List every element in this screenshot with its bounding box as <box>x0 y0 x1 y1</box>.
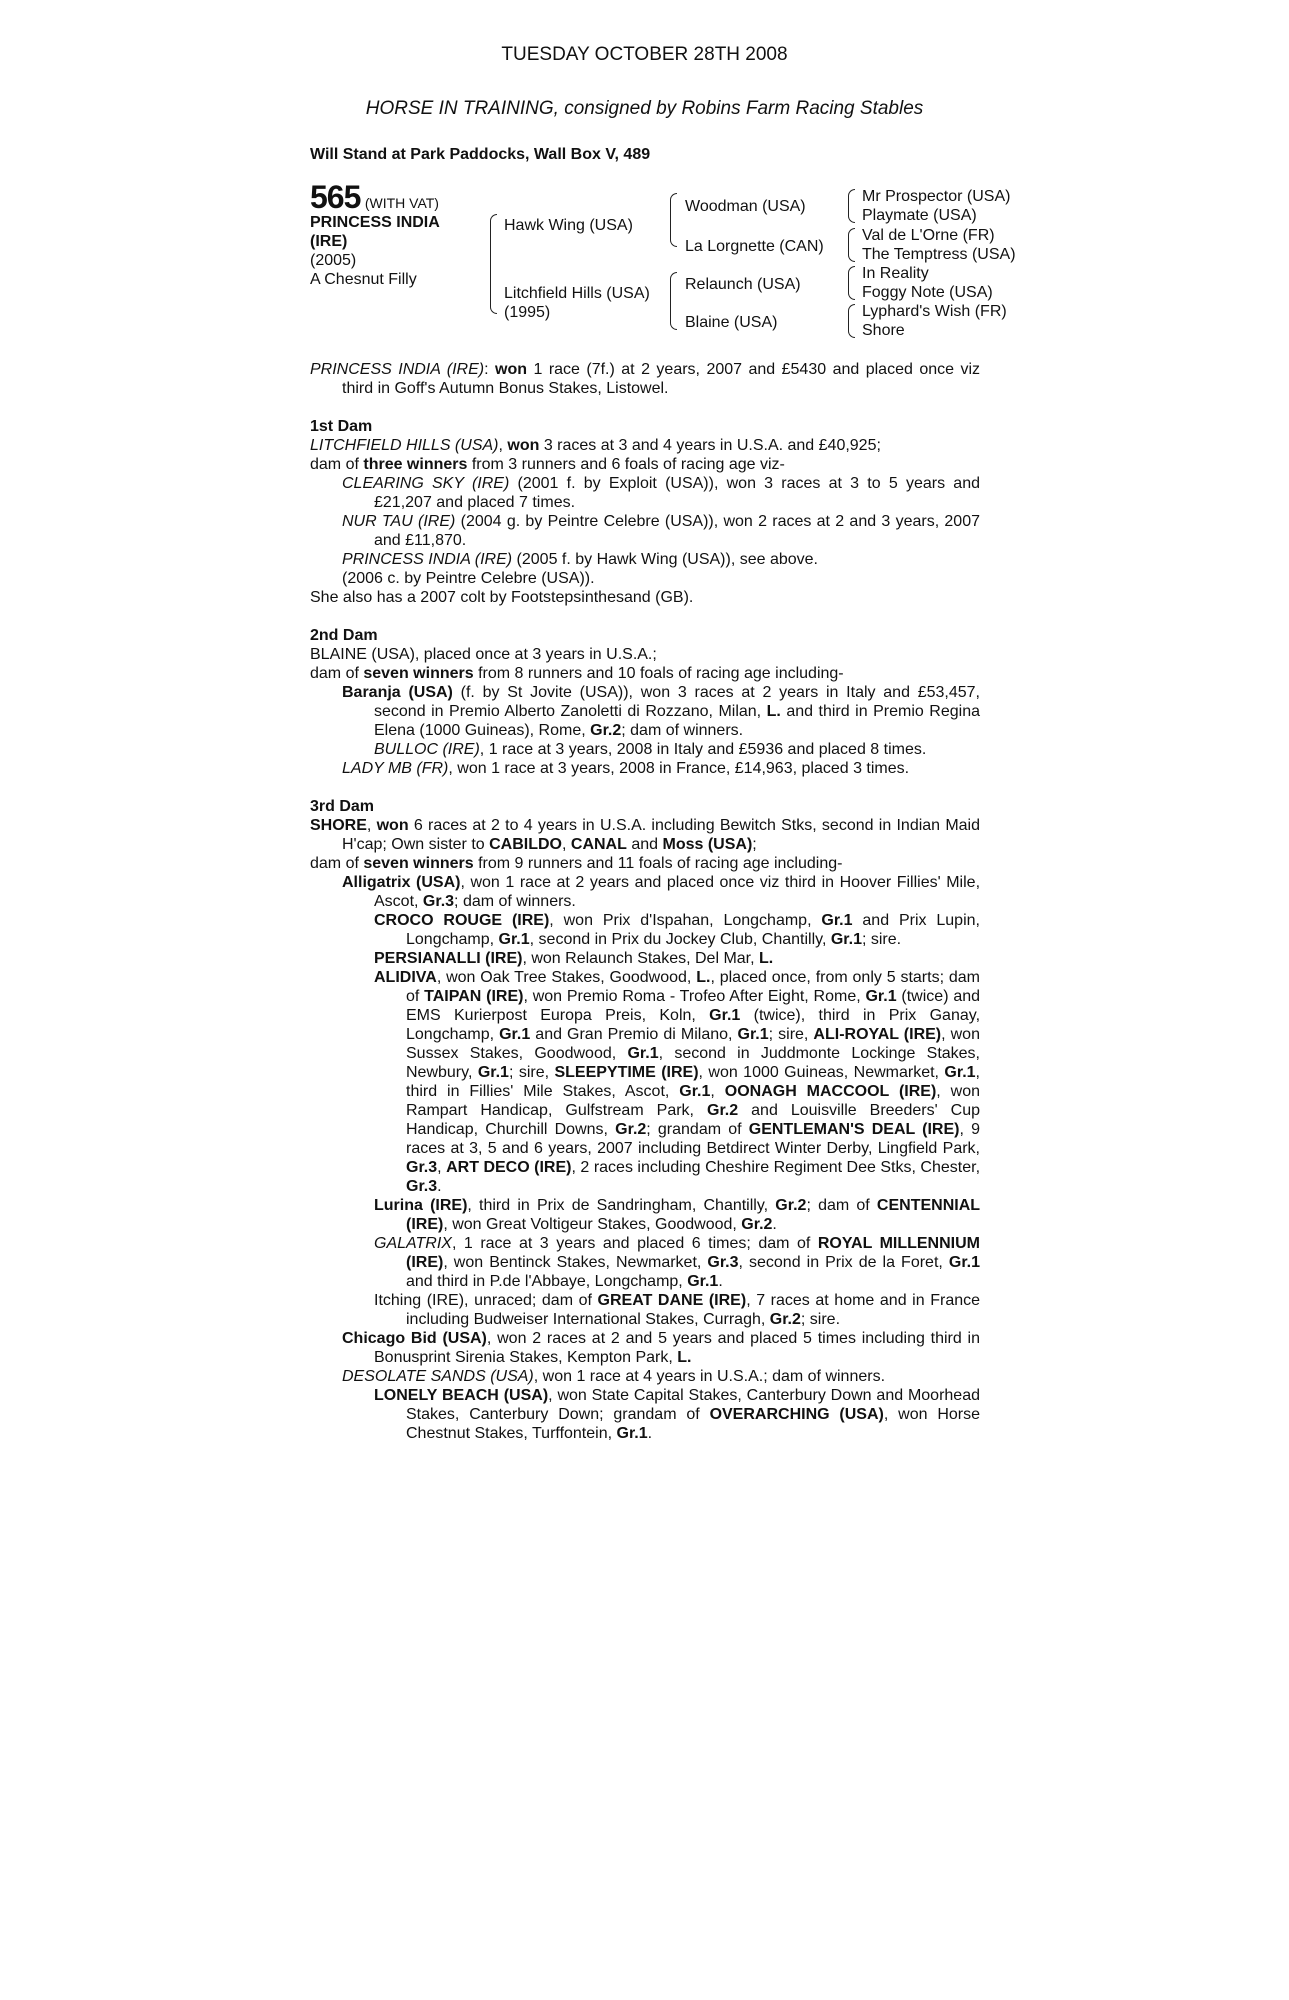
sibling-name: Moss (USA) <box>662 836 753 853</box>
horse-description: A Chesnut Filly <box>310 271 417 288</box>
text: (twice) and EMS Kurierpost Europa Preis, Koln, <box>406 988 981 1024</box>
grade-label: L. <box>696 969 711 986</box>
pedigree-dam-dam: Blaine (USA) <box>685 314 778 331</box>
text: and Louisville Breeders' Cup Handicap, Churchill Downs, <box>406 1102 980 1138</box>
text: ; sire. <box>861 931 902 948</box>
dam-record: BLAINE (USA), placed once at 3 years in U.S.A.; <box>310 646 657 663</box>
offspring-name: GENTLEMAN'S DEAL (IRE) <box>748 1121 960 1138</box>
grade-label: Gr.2 <box>769 1311 801 1328</box>
pedigree-dam-sire: Relaunch (USA) <box>685 276 801 293</box>
offspring-name: ROYAL MILLENNIUM (IRE) <box>406 1235 980 1271</box>
text: , second in Juddmonte Lockinge Stakes, Newbury, <box>406 1045 980 1081</box>
section-heading-2nd-dam: 2nd Dam <box>310 627 378 644</box>
grade-label: Gr.1 <box>944 1064 976 1081</box>
pedigree-g1: Mr Prospector (USA) <box>862 188 1011 205</box>
pedigree-g8: Shore <box>862 322 905 339</box>
offspring-name: CLEARING SKY (IRE) <box>342 475 510 492</box>
grade-label: Gr.2 <box>775 1197 807 1214</box>
pedigree-brace-g3 <box>848 266 855 300</box>
pedigree-g4: The Temptress (USA) <box>862 246 1016 263</box>
text: from 3 runners and 6 foals of racing age viz- <box>467 456 785 473</box>
text: from 8 runners and 10 foals of racing age including- <box>473 665 844 682</box>
grade-label: Gr.1 <box>679 1083 711 1100</box>
won-label: won <box>495 361 528 378</box>
offspring-record: (2005 f. by Hawk Wing (USA)), see above. <box>512 551 818 568</box>
text: , won 1 race at 4 years in U.S.A.; dam of winners. <box>533 1368 886 1385</box>
text: , <box>710 1083 725 1100</box>
horse-name: PRINCESS INDIA <box>310 214 440 231</box>
offspring-name: TAIPAN (IRE) <box>424 988 524 1005</box>
offspring-name: LONELY BEACH (USA) <box>374 1387 549 1404</box>
stand-location: Will Stand at Park Paddocks, Wall Box V, 489 <box>310 146 651 163</box>
grade-label: Gr.1 <box>709 1007 741 1024</box>
offspring-name: BULLOC (IRE) <box>374 741 480 758</box>
text: and third in P.de l'Abbaye, Longchamp, <box>406 1273 688 1290</box>
grade-label: L. <box>677 1349 692 1366</box>
lot-number: 565 <box>310 179 361 215</box>
lot-info <box>310 179 480 289</box>
text: , won Prix d'Ispahan, Longchamp, <box>549 912 822 929</box>
dam-record: 6 races at 2 to 4 years in U.S.A. including Bewitch Stks, second in Indian Maid H'cap; Own sister to <box>342 817 980 853</box>
offspring-name: ALI-ROYAL (IRE) <box>813 1026 942 1043</box>
offspring-name: OONAGH MACCOOL (IRE) <box>724 1083 937 1100</box>
text: dam of <box>310 665 364 682</box>
won-label: won <box>507 437 540 454</box>
text: ; grandam of <box>646 1121 749 1138</box>
grade-label: Gr.3 <box>406 1178 438 1195</box>
winners-count: three winners <box>363 456 468 473</box>
lot-vat: (WITH VAT) <box>364 195 439 211</box>
text: , second in Prix de la Foret, <box>738 1254 949 1271</box>
grade-label: Gr.1 <box>477 1064 509 1081</box>
text: , placed once, from only 5 starts; dam of <box>406 969 980 1005</box>
grade-label: Gr.1 <box>499 1026 531 1043</box>
offspring-name: GALATRIX <box>374 1235 452 1252</box>
offspring-name: DESOLATE SANDS (USA) <box>342 1368 534 1385</box>
pedigree-sire: Hawk Wing (USA) <box>504 217 633 234</box>
text: and Prix Lupin, Longchamp, <box>406 912 980 948</box>
grade-label: Gr.2 <box>707 1102 739 1119</box>
text: ; sire, <box>508 1064 555 1081</box>
text: , 9 races at 3, 5 and 6 years, 2007 including Betdirect Winter Derby, Lingfield Park, <box>406 1121 980 1157</box>
text: , won Premio Roma - Trofeo After Eight, Rome, <box>523 988 866 1005</box>
winners-count: seven winners <box>363 855 474 872</box>
dam-name: SHORE <box>310 817 367 834</box>
dam-record: 3 races at 3 and 4 years in U.S.A. and £40,925; <box>539 437 881 454</box>
pedigree-dam: Litchfield Hills (USA) <box>504 285 650 302</box>
offspring-record: ; dam of winners. <box>621 722 744 739</box>
pedigree-brace-g4 <box>848 304 855 338</box>
offspring-record: , won 1 race at 2 years and placed once viz third in Hoover Fillies' Mile, Ascot, <box>374 874 981 910</box>
grade-label: Gr.2 <box>741 1216 773 1233</box>
offspring-record: , 1 race at 3 years, 2008 in Italy and £5936 and placed 8 times. <box>479 741 927 758</box>
text: (twice), third in Prix Ganay, Longchamp, <box>406 1007 981 1043</box>
closing-note: She also has a 2007 colt by Footstepsinthesand (GB). <box>310 589 694 606</box>
pedigree-brace-main <box>490 214 497 314</box>
won-label: won <box>376 817 409 834</box>
text: , won Rampart Handicap, Gulfstream Park, <box>406 1083 981 1119</box>
text: . <box>437 1178 442 1195</box>
text: ; sire. <box>800 1311 841 1328</box>
text: , won Horse Chestnut Stakes, Turffontein, <box>406 1406 981 1442</box>
horse-record-name: PRINCESS INDIA (IRE) <box>310 361 485 378</box>
offspring-name: Baranja (USA) <box>342 684 453 701</box>
offspring-name: OVERARCHING (USA) <box>709 1406 884 1423</box>
pedigree-dam-year: (1995) <box>504 304 551 321</box>
sibling-name: CANAL <box>570 836 627 853</box>
text: . <box>718 1273 723 1290</box>
text: dam of <box>310 456 364 473</box>
text: , won Relaunch Stakes, Del Mar, <box>522 950 760 967</box>
text: , won State Capital Stakes, Canterbury Down and Moorhead Stakes, Canterbury Down; grandam of <box>406 1387 980 1423</box>
text: , 1 race at 3 years and placed 6 times; dam of <box>451 1235 818 1252</box>
text: . <box>647 1425 653 1442</box>
grade-label: Gr.2 <box>615 1121 647 1138</box>
horse-year: (2005) <box>310 252 357 269</box>
offspring-name: Alligatrix (USA) <box>342 874 461 891</box>
grade-label: Gr.1 <box>830 931 862 948</box>
section-heading-3rd-dam: 3rd Dam <box>310 798 375 815</box>
horse-record-text: 1 race (7f.) at 2 years, 2007 and £5430 and placed once viz third in Goff's Autumn Bonus Stakes, Listowel. <box>342 361 981 397</box>
pedigree-g6: Foggy Note (USA) <box>862 284 993 301</box>
grade-label: Gr.3 <box>707 1254 739 1271</box>
text: from 9 runners and 11 foals of racing age including- <box>473 855 843 872</box>
text: , <box>437 1159 447 1176</box>
grade-label: Gr.3 <box>406 1159 438 1176</box>
horse-record: PRINCESS INDIA (IRE): won 1 race (7f.) at 2 years, 2007 and £5430 and placed once viz third in Goff's Autumn Bonus Stakes, Listowel. <box>310 361 981 397</box>
grade-label: Gr.1 <box>865 988 897 1005</box>
offspring-record: ; dam of winners. <box>454 893 576 910</box>
winners-count: seven winners <box>363 665 474 682</box>
offspring-record: and third in Premio Regina Elena (1000 Guineas), Rome, <box>374 703 980 739</box>
grade-label: L. <box>766 703 781 720</box>
offspring-name: LADY MB (FR) <box>342 760 449 777</box>
text: , third in Prix de Sandringham, Chantilly, <box>467 1197 776 1214</box>
text: ; dam of <box>806 1197 877 1214</box>
third-dam-section: 3rd Dam SHORE, won 6 races at 2 to 4 years in U.S.A. including Bewitch Stks, second in Indian Maid H'cap; Own sister to CABILDO, CANAL and Moss (USA); dam of seven winners from 9 runners and 11 foals of racing age including- Alligatrix (USA), won 1 race at 2 years and placed once viz third in Hoover Fillies' Mile, Ascot, Gr.3; dam of winners. CROCO ROUGE (IRE), won Prix d'Ispahan, Longchamp, Gr.1 and Prix Lupin, Longchamp, Gr.1, second in Prix du Jockey Club, Chantilly, Gr.1; sire. PERSIANALLI (IRE), won Relaunch Stakes, Del Mar, L. ALIDIVA, won Oak Tree Stakes, Goodwood, L., placed once, from only 5 starts; dam of TAIPAN (IRE), won Premio Roma - Trofeo After Eight, Rome, Gr.1 (twice) and EMS Kurierpost Europa Preis, Koln, Gr.1 (twice), third in Prix Ganay, Longchamp, Gr.1 and Gran Premio di Milano, Gr.1; sire, ALI-ROYAL (IRE), won Sussex Stakes, Goodwood, Gr.1, second in Juddmonte Lockinge Stakes, Newbury, Gr.1; sire, SLEEPYTIME (IRE), won 1000 Guineas, Newmarket, Gr.1, third in Fillies' Mile Stakes, Ascot, Gr.1, OONAGH MACCOOL (IRE), won Rampart Handicap, Gulfstream Park, Gr.2 and Louisville Breeders' Cup Handicap, Churchill Downs, Gr.2; grandam of GENTLEMAN'S DEAL (IRE), 9 races at 3, 5 and 6 years, 2007 including Betdirect Winter Derby, Lingfield Park, Gr.3, ART DECO (IRE), 2 races including Cheshire Regiment Dee Stks, Chester, Gr.3. Lurina (IRE), third in Prix de Sandringham, Chantilly, Gr.2; dam of CENTENNIAL (IRE), won Great Voltigeur Stakes, Goodwood, Gr.2. GALATRIX, 1 race at 3 years and placed 6 times; dam of ROYAL MILLENNIUM (IRE), won Bentinck Stakes, Newmarket, Gr.3, second in Prix de la Foret, Gr.1 and third in P.de l'Abbaye, Longchamp, Gr.1. Itching (IRE), unraced; dam of GREAT DANE (IRE), 7 races at home and in France including Budweiser International Stakes, Curragh, Gr.2; sire. Chicago Bid (USA), won 2 races at 2 and 5 years and placed 5 times including third in Bonusprint Sirenia Stakes, Kempton Park, L. DESOLATE SANDS (USA), won 1 race at 4 years in U.S.A.; dam of winners. LONELY BEACH (USA), won State Capital Stakes, Canterbury Down and Moorhead Stakes, Canterbury Down; grandam of OVERARCHING (USA), won Horse Chestnut Stakes, Turffontein, Gr.1. <box>310 798 981 1442</box>
offspring-name: PRINCESS INDIA (IRE) <box>342 551 513 568</box>
pedigree-brace-dam <box>670 272 677 330</box>
grade-label: Gr.1 <box>948 1254 981 1271</box>
text: and Gran Premio di Milano, <box>530 1026 738 1043</box>
section-heading-1st-dam: 1st Dam <box>310 418 373 435</box>
horse-country: (IRE) <box>310 233 348 250</box>
offspring-record: (f. by St Jovite (USA)), won 3 races at 2 years in Italy and £53,457, second in Premio Alberto Zanoletti di Rozzano, Milan, <box>374 684 981 720</box>
grade-label: Gr.1 <box>498 931 530 948</box>
offspring-name: CROCO ROUGE (IRE) <box>374 912 550 929</box>
offspring-name: Chicago Bid (USA) <box>342 1330 487 1347</box>
pedigree-brace-sire <box>670 193 677 247</box>
text: , 2 races including Cheshire Regiment Dee Stks, Chester, <box>571 1159 981 1176</box>
text: Itching (IRE), unraced; dam of <box>374 1292 598 1309</box>
grade-label: Gr.1 <box>821 912 853 929</box>
offspring-record: (2004 g. by Peintre Celebre (USA)), won 2 races at 2 and 3 years, 2007 and £11,870. <box>374 513 980 549</box>
grade-label: L. <box>759 950 774 967</box>
pedigree-g7: Lyphard's Wish (FR) <box>862 303 1007 320</box>
text: , <box>562 836 571 853</box>
offspring-name: ALIDIVA <box>374 969 437 986</box>
pedigree-brace-g2 <box>848 228 855 262</box>
text: , second in Prix du Jockey Club, Chantilly, <box>529 931 831 948</box>
grade-label: Gr.1 <box>687 1273 719 1290</box>
grade-label: Gr.1 <box>627 1045 659 1062</box>
first-dam-section: 1st Dam LITCHFIELD HILLS (USA), won 3 races at 3 and 4 years in U.S.A. and £40,925; dam of three winners from 3 runners and 6 foals of racing age viz- CLEARING SKY (IRE) (2001 f. by Exploit (USA)), won 3 races at 3 to 5 years and £21,207 and placed 7 times. NUR TAU (IRE) (2004 g. by Peintre Celebre (USA)), won 2 races at 2 and 3 years, 2007 and £11,870. PRINCESS INDIA (IRE) (2005 f. by Hawk Wing (USA)), see above. (2006 c. by Peintre Celebre (USA)). She also has a 2007 colt by Footstepsinthesand (GB). <box>310 418 980 606</box>
pedigree-g5: In Reality <box>862 265 929 282</box>
text: , won Great Voltigeur Stakes, Goodwood, <box>443 1216 742 1233</box>
sale-date: TUESDAY OCTOBER 28TH 2008 <box>501 44 788 65</box>
grade-label: Gr.2 <box>590 722 622 739</box>
offspring-name: GREAT DANE (IRE) <box>597 1292 747 1309</box>
offspring-name: Lurina (IRE) <box>374 1197 468 1214</box>
text: dam of <box>310 855 364 872</box>
text: , won Sussex Stakes, Goodwood, <box>406 1026 980 1062</box>
text: and <box>626 836 663 853</box>
offspring-name: PERSIANALLI (IRE) <box>374 950 523 967</box>
dam-name: LITCHFIELD HILLS (USA) <box>310 437 499 454</box>
text: , won 2 races at 2 and 5 years and placed 5 times including third in Bonusprint Sirenia Stakes, Kempton Park, <box>374 1330 981 1366</box>
offspring-record: , won 1 race at 3 years, 2008 in France, £14,963, placed 3 times. <box>448 760 910 777</box>
pedigree-sire-sire: Woodman (USA) <box>685 198 806 215</box>
text: , 7 races at home and in France including Budweiser International Stakes, Curragh, <box>406 1292 981 1328</box>
second-dam-section <box>310 626 980 778</box>
text: ; sire, <box>768 1026 814 1043</box>
pedigree-g2: Playmate (USA) <box>862 207 977 224</box>
offspring-name: CENTENNIAL (IRE) <box>406 1197 981 1233</box>
text: , won Bentinck Stakes, Newmarket, <box>443 1254 708 1271</box>
grade-label: Gr.1 <box>616 1425 648 1442</box>
offspring-name: ART DECO (IRE) <box>446 1159 572 1176</box>
text: , won Oak Tree Stakes, Goodwood, <box>436 969 697 986</box>
sibling-name: CABILDO <box>489 836 562 853</box>
consignment-subtitle: HORSE IN TRAINING, consigned by Robins Farm Racing Stables <box>365 98 924 119</box>
text: ; <box>752 836 757 853</box>
offspring-name: NUR TAU (IRE) <box>342 513 456 530</box>
offspring-record: (2006 c. by Peintre Celebre (USA)). <box>342 570 595 587</box>
grade-label: Gr.1 <box>737 1026 769 1043</box>
text: , third in Fillies' Mile Stakes, Ascot, <box>406 1064 980 1100</box>
pedigree-sire-dam: La Lorgnette (CAN) <box>685 238 824 255</box>
text: , won 1000 Guineas, Newmarket, <box>698 1064 945 1081</box>
text: . <box>772 1216 777 1233</box>
pedigree-brace-g1 <box>848 189 855 223</box>
offspring-record: (2001 f. by Exploit (USA)), won 3 races at 3 to 5 years and £21,207 and placed 7 times. <box>374 475 980 511</box>
pedigree-g3: Val de L'Orne (FR) <box>862 227 995 244</box>
grade-label: Gr.3 <box>422 893 455 910</box>
offspring-name: SLEEPYTIME (IRE) <box>554 1064 699 1081</box>
